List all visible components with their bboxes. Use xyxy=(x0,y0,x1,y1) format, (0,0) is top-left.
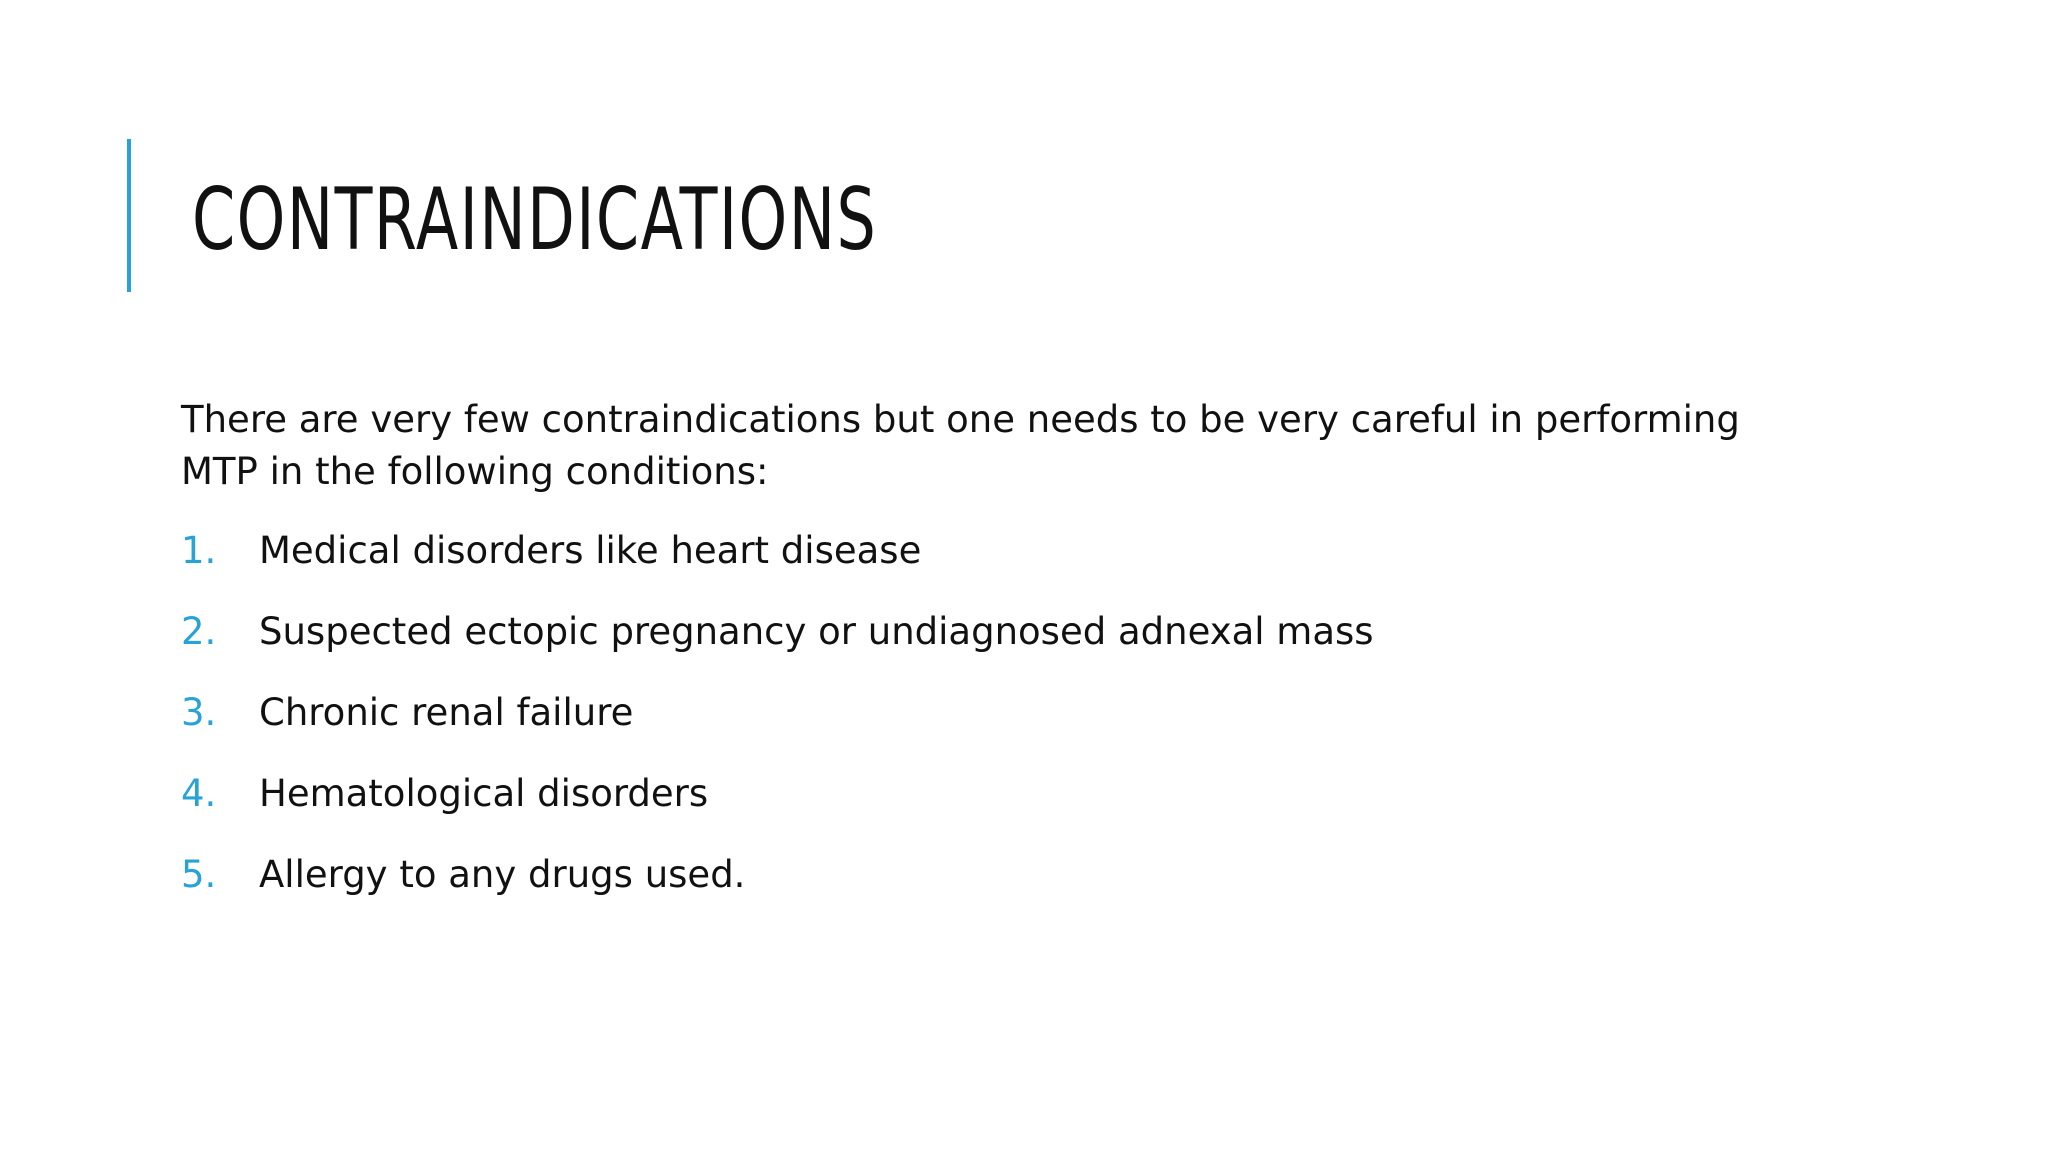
slide-title: CONTRAINDICATIONS xyxy=(192,170,878,270)
intro-paragraph: There are very few contraindications but one needs to be very careful in performing MTP in the following conditions: xyxy=(181,398,1740,493)
list-item-number: 1. xyxy=(181,529,217,572)
list-item-number: 5. xyxy=(181,853,217,896)
list-item-number: 2. xyxy=(181,610,217,653)
list-item-text: Medical disorders like heart disease xyxy=(259,529,922,572)
list-item-text: Allergy to any drugs used. xyxy=(259,853,746,896)
contraindications-list xyxy=(181,525,1881,930)
slide-body xyxy=(181,394,1881,930)
list-item xyxy=(181,525,1881,606)
list-item xyxy=(181,768,1881,849)
list-item-number: 4. xyxy=(181,772,217,815)
list-item xyxy=(181,849,1881,930)
list-item-text: Hematological disorders xyxy=(259,772,709,815)
list-item-text: Suspected ectopic pregnancy or undiagnosed adnexal mass xyxy=(259,610,1374,653)
title-accent-bar xyxy=(127,139,131,292)
list-item-text: Chronic renal failure xyxy=(259,691,634,734)
list-item xyxy=(181,606,1881,687)
list-item xyxy=(181,687,1881,768)
list-item-number: 3. xyxy=(181,691,217,734)
